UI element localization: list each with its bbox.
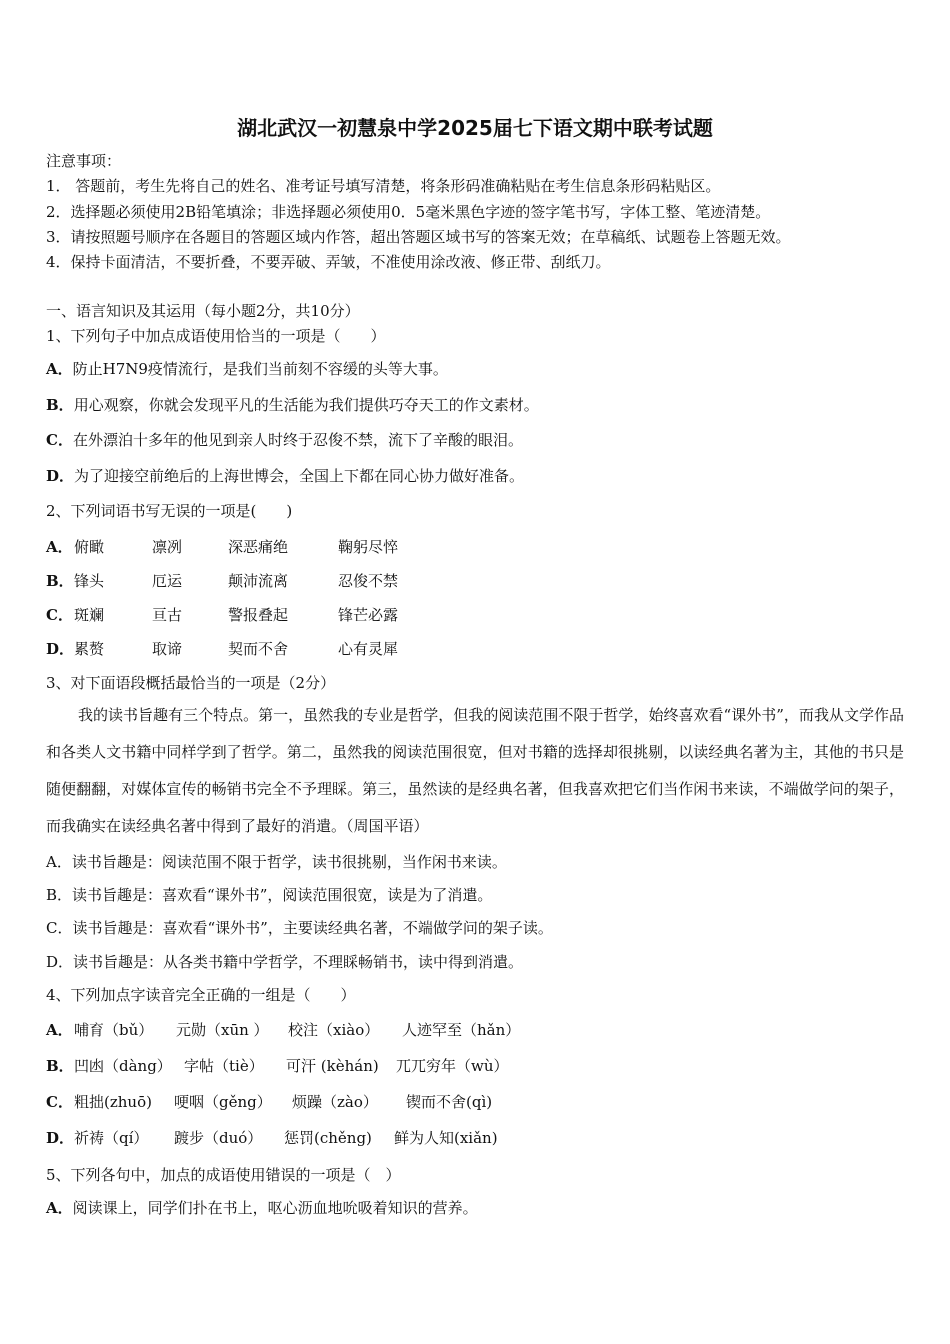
option-text: 防止H7N9疫情流行，是我们当前刻不容缓的头等大事。 <box>72 360 448 378</box>
q5-stem: 5、下列各句中，加点的成语使用错误的一项是（ ） <box>46 1166 401 1184</box>
pinyin-item: 人迹罕至（hǎn） <box>402 1021 521 1039</box>
option-text: 为了迎接空前绝后的上海世博会，全国上下都在同心协力做好准备。 <box>74 467 525 485</box>
notice-item-4: 4．保持卡面清洁，不要折叠，不要弄破、弄皱，不准使用涂改液、修正带、刮纸刀。 <box>46 253 611 271</box>
q4-stem: 4、下列加点字读音完全正确的一组是（ ） <box>46 986 356 1004</box>
word: 凛冽 <box>152 538 183 556</box>
option-text: 用心观察，你就会发现平凡的生活能为我们提供巧夺天工的作文素材。 <box>73 396 539 414</box>
pinyin-item: 哺育（bǔ） <box>74 1021 154 1039</box>
word: 俯瞰 <box>74 538 105 556</box>
q1-option-a <box>46 359 448 379</box>
pinyin-item: 惩罚(chěng) <box>284 1129 372 1147</box>
pinyin-item: 元勋（xūn ） <box>176 1021 269 1039</box>
option-label: B． <box>46 1057 74 1075</box>
q1-option-b <box>46 395 539 415</box>
option-text: 阅读课上，同学们扑在书上，呕心沥血地吮吸着知识的营养。 <box>72 1199 478 1217</box>
q3-stem: 3、对下面语段概括最恰当的一项是（2分） <box>46 674 336 692</box>
q3-passage: 我的读书旨趣有三个特点。第一，虽然我的专业是哲学，但我的阅读范围不限于哲学，始终喜欢看“课外书”，而我从文学作品和各类人文书籍中同样学到了哲学。第二，虽然我的阅读范围很宽，但对书籍的选择却很挑剔，以读经典名著为主，其他的书只是随便翻翻，对媒体宣传的畅销书完全不予理睬。第三，虽然读的是经典名著，但我喜欢把它们当作闲书来读，不端做学问的架子，而我确实在读经典名著中得到了最好的消遣。（周国平语） <box>46 706 904 835</box>
q4-option-b <box>46 1056 523 1076</box>
pinyin-item: 锲而不舍(qì) <box>406 1093 493 1111</box>
q3-option-d: D．读书旨趣是：从各类书籍中学哲学，不理睬畅销书，读中得到消遣。 <box>46 953 524 971</box>
exam-title: 湖北武汉一初慧泉中学2025届七下语文期中联考试题 <box>237 116 713 140</box>
word: 鞠躬尽悴 <box>338 538 399 556</box>
q3-option-c: C．读书旨趣是：喜欢看“课外书”，主要读经典名著，不端做学问的架子读。 <box>46 919 553 937</box>
q4-option-a <box>46 1020 534 1040</box>
word: 厄运 <box>152 572 183 590</box>
word: 警报叠起 <box>228 606 289 624</box>
word: 取谛 <box>152 640 183 658</box>
word: 深恶痛绝 <box>228 538 289 556</box>
option-label: A． <box>46 360 73 378</box>
word: 心有灵犀 <box>338 640 399 658</box>
q2-option-b <box>46 571 398 591</box>
q1-option-c <box>46 430 523 450</box>
option-label: C． <box>46 606 73 624</box>
option-label: D． <box>46 640 75 658</box>
notice-item-2: 2．选择题必须使用2B铅笔填涂；非选择题必须使用0．5毫米黑色字迹的签字笔书写，字体工整、笔迹清楚。 <box>46 203 771 221</box>
word: 忍俊不禁 <box>338 572 399 590</box>
option-label: B． <box>46 572 74 590</box>
pinyin-item: 粗拙(zhuō) <box>74 1093 152 1111</box>
word: 亘古 <box>152 606 183 624</box>
word: 锋头 <box>74 572 105 590</box>
pinyin-item: 校注（xiào） <box>288 1021 380 1039</box>
word: 契而不舍 <box>228 640 289 658</box>
q2-option-a <box>46 537 398 557</box>
word: 锋芒必露 <box>338 606 399 624</box>
pinyin-item: 哽咽（gěng） <box>174 1093 272 1111</box>
word: 累赘 <box>74 640 105 658</box>
q2-option-c <box>46 605 398 625</box>
pinyin-item: 可汗 (kèhán) <box>286 1057 379 1075</box>
q2-option-d <box>46 639 398 659</box>
q1-option-d <box>46 466 524 486</box>
pinyin-item: 踱步（duó） <box>174 1129 263 1147</box>
pinyin-item: 烦躁（zào） <box>292 1093 378 1111</box>
option-label: D． <box>46 1129 75 1147</box>
option-label: A． <box>46 538 73 556</box>
notice-item-1: 1． 答题前，考生先将自己的姓名、准考证号填写清楚，将条形码准确粘贴在考生信息条形码粘贴区。 <box>46 177 721 195</box>
q5-option-a <box>46 1198 478 1218</box>
option-label: C． <box>46 431 73 449</box>
pinyin-item: 鲜为人知(xiǎn) <box>394 1129 498 1147</box>
q3-option-a: A．读书旨趣是：阅读范围不限于哲学，读书很挑剔，当作闲书来读。 <box>46 853 507 871</box>
pinyin-item: 祈祷（qí） <box>74 1129 149 1147</box>
pinyin-item: 兀兀穷年（wù） <box>396 1057 509 1075</box>
q2-stem: 2、下列词语书写无误的一项是( ) <box>46 502 293 520</box>
q4-option-d <box>46 1128 512 1148</box>
option-label: D． <box>46 467 75 485</box>
section-heading: 一、语言知识及其运用（每小题2分，共10分） <box>46 302 360 320</box>
q4-option-c <box>46 1092 506 1112</box>
option-label: C． <box>46 1093 73 1111</box>
option-label: A． <box>46 1021 73 1039</box>
word: 颠沛流离 <box>228 572 289 590</box>
option-label: B． <box>46 396 74 414</box>
pinyin-item: 凹凼（dàng） <box>74 1057 172 1075</box>
notice-heading: 注意事项： <box>46 152 122 170</box>
option-text: 在外漂泊十多年的他见到亲人时终于忍俊不禁，流下了辛酸的眼泪。 <box>72 431 523 449</box>
option-label: A． <box>46 1199 73 1217</box>
word: 斑斓 <box>74 606 105 624</box>
q3-option-b: B．读书旨趣是：喜欢看“课外书”，阅读范围很宽，读是为了消遣。 <box>46 886 493 904</box>
notice-item-3: 3．请按照题号顺序在各题目的答题区域内作答，超出答题区域书写的答案无效；在草稿纸、试题卷上答题无效。 <box>46 228 791 246</box>
pinyin-item: 字帖（tiè） <box>184 1057 264 1075</box>
q1-stem: 1、下列句子中加点成语使用恰当的一项是（ ） <box>46 327 386 345</box>
